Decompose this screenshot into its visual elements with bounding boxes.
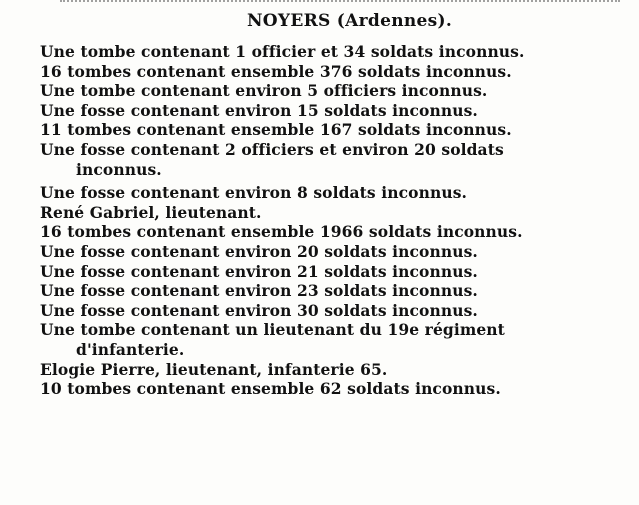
entry-line: Une fosse contenant 2 officiers et environ 20 soldats xyxy=(40,139,504,159)
entry-list xyxy=(40,42,635,399)
entry-line: Une fosse contenant environ 21 soldats inconnus. xyxy=(40,261,478,281)
entry-line: Une fosse contenant environ 30 soldats inconnus. xyxy=(40,300,478,320)
entry-line: Une fosse contenant environ 20 soldats inconnus. xyxy=(40,241,478,261)
entry-line: 16 tombes contenant ensemble 1966 soldats inconnus. xyxy=(40,222,523,242)
entry-line: 16 tombes contenant ensemble 376 soldats inconnus. xyxy=(40,61,512,81)
entry-line: 11 tombes contenant ensemble 167 soldats inconnus. xyxy=(40,120,512,140)
entry-line-continuation: d'infanterie. xyxy=(76,339,185,359)
entry-line: Une fosse contenant environ 8 soldats inconnus. xyxy=(40,183,468,203)
entry-line: René Gabriel, lieutenant. xyxy=(40,202,262,222)
entry-line: Une fosse contenant environ 23 soldats inconnus. xyxy=(40,281,478,301)
entry-line: Une fosse contenant environ 15 soldats inconnus. xyxy=(40,100,478,120)
entry-line-continuation: inconnus. xyxy=(76,159,162,179)
entry-line: Elogie Pierre, lieutenant, infanterie 65. xyxy=(40,359,388,379)
page-heading: NOYERS (Ardennes). xyxy=(246,11,453,31)
entry-line: Une tombe contenant environ 5 officiers inconnus. xyxy=(40,81,488,101)
top-rule xyxy=(60,0,620,5)
entry-line: Une tombe contenant 1 officier et 34 soldats inconnus. xyxy=(40,42,525,61)
entry-line: 10 tombes contenant ensemble 62 soldats inconnus. xyxy=(40,379,501,399)
entry-line: Une tombe contenant un lieutenant du 19e régiment xyxy=(40,320,505,340)
